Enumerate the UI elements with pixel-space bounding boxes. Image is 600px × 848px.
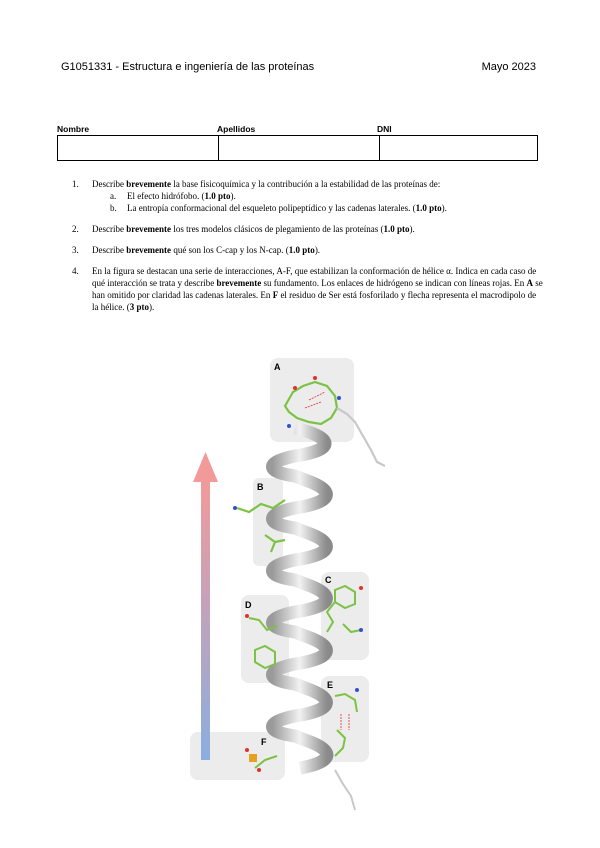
punctuation: ). [230, 191, 236, 201]
question-number: 2. [72, 224, 79, 234]
question-text: la base fisicoquímica y la contribución a la estabilidad de las proteínas de: [171, 179, 441, 189]
emphasis: F [272, 290, 279, 300]
emphasis: A [526, 278, 533, 288]
points: 1.0 pto [204, 191, 231, 201]
punctuation: ). [314, 245, 321, 255]
points: 3 pto [129, 302, 149, 312]
subquestion-text: El efecto hidrófobo. ( [127, 191, 205, 201]
course-title: G1051331 - Estructura e ingeniería de las proteínas [61, 61, 315, 73]
question-1 [72, 178, 544, 214]
question-3 [72, 244, 544, 256]
student-info-table [57, 124, 538, 161]
points: 1.0 pto [415, 203, 442, 213]
punctuation: ). [149, 302, 155, 312]
question-text: Describe [92, 179, 127, 189]
question-text: Describe [92, 224, 127, 234]
macrodipole-arrow-shaft [201, 480, 210, 760]
table-row [57, 135, 538, 161]
emphasis: brevemente [126, 179, 172, 189]
question-number: 4. [72, 266, 79, 276]
question-text: su fundamento. Los enlaces de hidrógeno se indican con líneas rojas. En [261, 278, 527, 288]
macrodipole-arrow-head [193, 452, 218, 482]
subquestion-text: La entropía conformacional del esqueleto polipeptídico y las cadenas laterales. ( [127, 203, 416, 213]
question-list [72, 178, 544, 322]
table-header [57, 124, 538, 135]
question-text: En la figura se destacan una serie de interacciones, A-F, que estabilizan la conformación de hélice α. Indica en cada caso de qué interacción se trata y describe [92, 266, 537, 288]
label-e: E [327, 680, 334, 690]
question-text: Describe [92, 245, 127, 255]
question-text: los tres modelos clásicos de plegamiento de las proteínas ( [171, 224, 384, 234]
subquestion-a [110, 190, 544, 202]
surname-field[interactable] [219, 136, 380, 160]
dni-field[interactable] [380, 136, 537, 160]
name-field[interactable] [58, 136, 219, 160]
points: 1.0 pto [383, 224, 410, 234]
subquestion-letter: a. [110, 191, 117, 201]
question-number: 3. [72, 245, 79, 255]
question-4 [72, 265, 544, 313]
question-text: qué son los C-cap y los N-cap. ( [171, 245, 289, 255]
question-2 [72, 223, 544, 235]
helix-figure [185, 350, 385, 840]
name-column-label: Nombre [57, 124, 90, 134]
question-text: se han omitido por claridad las cadenas laterales. En [92, 278, 543, 300]
question-number: 1. [72, 179, 79, 189]
points: 1.0 pto [288, 245, 315, 255]
surname-column-label: Apellidos [217, 124, 256, 134]
punctuation: ). [441, 203, 447, 213]
emphasis: brevemente [126, 245, 172, 255]
punctuation: ). [409, 224, 415, 234]
dni-column-label: DNI [377, 124, 392, 134]
label-d: D [245, 600, 252, 610]
label-f: F [261, 737, 267, 747]
subquestion-b [110, 202, 544, 214]
label-c: C [325, 575, 332, 585]
label-b: B [257, 482, 264, 492]
subquestion-letter: b. [110, 203, 117, 213]
exam-date: Mayo 2023 [481, 61, 536, 73]
question-text: el residuo de Ser está fosforilado y flecha representa el macrodipolo de la hélice. ( [92, 290, 537, 312]
emphasis: brevemente [126, 224, 172, 234]
label-a: A [274, 362, 281, 372]
emphasis: brevemente [216, 278, 262, 288]
